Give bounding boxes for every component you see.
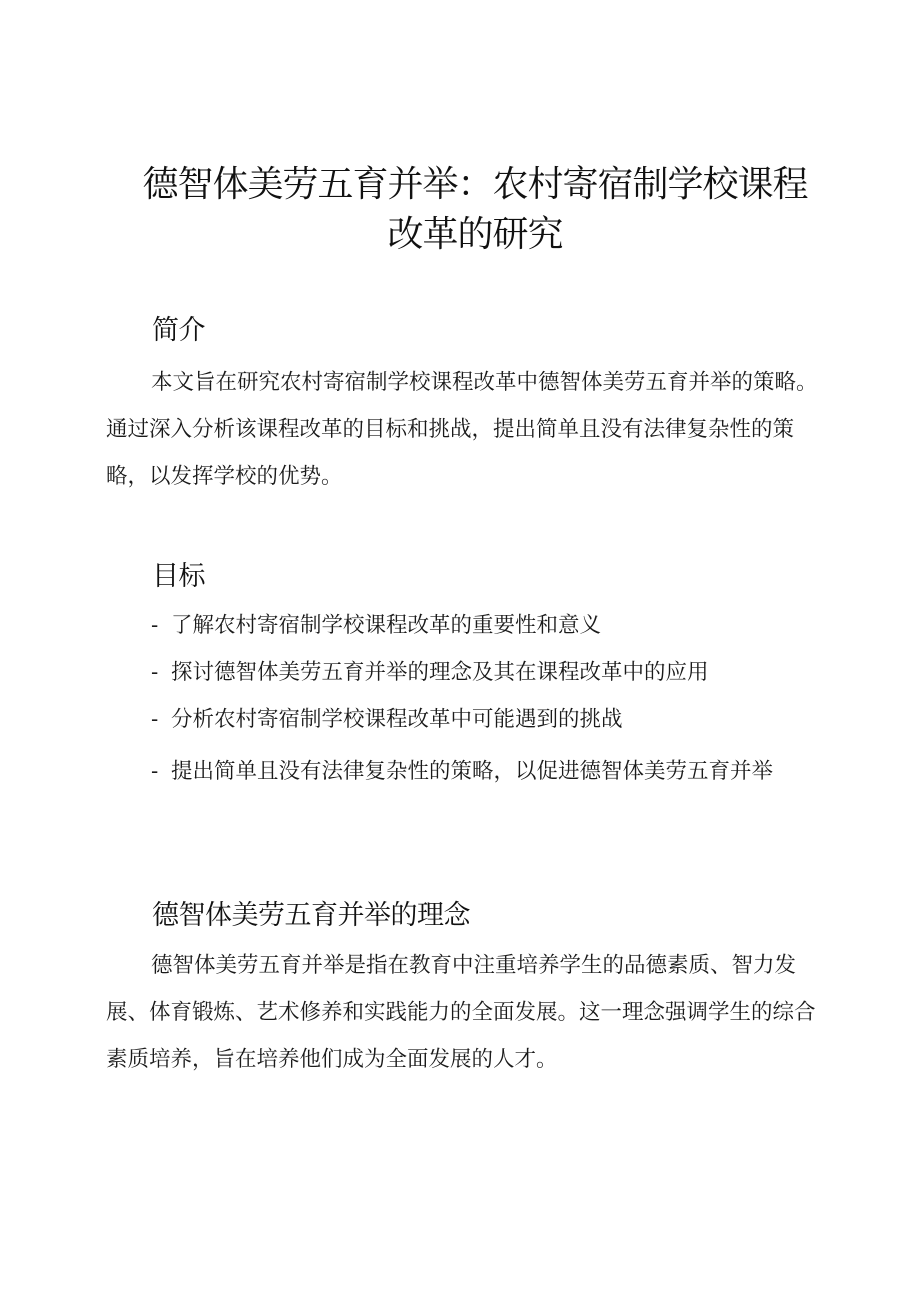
concept-paragraph: 德智体美劳五育并举是指在教育中注重培养学生的品德素质、智力发展、体育锻炼、艺术修养和实践能力的全面发展。这一理念强调学生的综合素质培养，旨在培养他们成为全面发展的人才。 — [106, 953, 816, 1072]
goal-item-text: 分析农村寄宿制学校课程改革中可能遇到的挑战 — [171, 707, 623, 732]
goal-item-text: 探讨德智体美劳五育并举的理念及其在课程改革中的应用 — [171, 660, 709, 685]
goal-item — [106, 748, 818, 795]
bullet-marker: - — [151, 613, 159, 638]
bullet-marker: - — [151, 707, 159, 732]
title-line-2: 改革的研究 — [387, 214, 563, 255]
goal-item — [106, 696, 818, 743]
intro-paragraph: 本文旨在研究农村寄宿制学校课程改革中德智体美劳五育并举的策略。通过深入分析该课程改革的目标和挑战，提出简单且没有法律复杂性的策略，以发挥学校的优势。 — [106, 370, 818, 489]
goal-item — [106, 649, 818, 696]
bullet-marker: - — [151, 660, 159, 685]
goal-item-text: 提出简单且没有法律复杂性的策略，以促进德智体美劳五育并举 — [171, 759, 774, 784]
goal-item — [106, 602, 818, 649]
section-heading-concept: 德智体美劳五育并举的理念 — [152, 900, 470, 931]
document-title — [100, 160, 850, 260]
goal-item-text: 了解农村寄宿制学校课程改革的重要性和意义 — [171, 613, 602, 638]
section-heading-intro: 简介 — [152, 315, 205, 346]
title-line-1: 德智体美劳五育并举：农村寄宿制学校课程 — [142, 164, 808, 205]
section-heading-goals: 目标 — [152, 561, 205, 592]
bullet-marker: - — [151, 759, 159, 784]
